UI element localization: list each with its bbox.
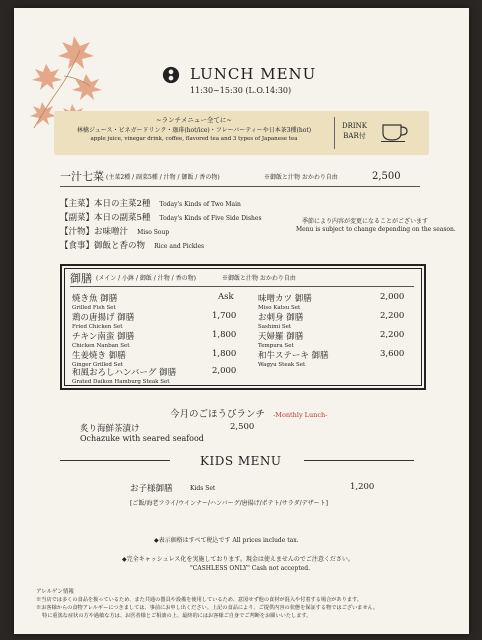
kids-item-price: 1,200 bbox=[350, 482, 375, 492]
coffee-cup-icon bbox=[380, 121, 410, 143]
monthly-lunch-heading: 今月のごほうびランチ -Monthly Lunch- bbox=[170, 409, 328, 420]
gozen-item: 焼き魚 御膳 Grilled Fish Set bbox=[72, 294, 118, 311]
gozen-item: 鶏の唐揚げ 御膳 Fried Chicken Set bbox=[72, 313, 135, 330]
ichiju-title: 一汁七菜 bbox=[60, 170, 104, 183]
gozen-composition: (メイン / 小鉢 / 御飯 / 汁物 / 香の物) bbox=[96, 275, 196, 282]
ichiju-refill-note: ※御飯と汁物 おかわり自由 bbox=[264, 174, 338, 181]
gozen-item: 天婦羅 御膳 Tempura Set bbox=[258, 332, 304, 349]
banner-divider bbox=[334, 117, 335, 149]
gozen-section bbox=[60, 264, 426, 390]
kids-divider-right bbox=[304, 460, 414, 461]
gozen-item: 和牛ステーキ 御膳 Wagyu Steak Set bbox=[258, 351, 329, 368]
monthly-item-price: 2,500 bbox=[230, 422, 255, 432]
gozen-price: 2,200 bbox=[380, 330, 405, 340]
gozen-price: 2,000 bbox=[212, 366, 237, 376]
banner-drinks-en: apple juice, vinegar drink, coffee, flavored tea and 3 types of Japanese tea bbox=[90, 136, 298, 142]
gozen-item: 和風おろしハンバーグ 御膳 Grated Daikon Hamburg Steak Set bbox=[72, 368, 177, 385]
ichiju-price: 2,500 bbox=[372, 171, 401, 182]
monthly-item-en: Ochazuke with seared seafood bbox=[80, 434, 204, 443]
drink-bar-label: DRINK BAR付 bbox=[342, 122, 368, 140]
menu-paper bbox=[14, 8, 469, 634]
monthly-item-name: 炙り海鮮茶漬け bbox=[80, 424, 140, 434]
gozen-price: Ask bbox=[218, 292, 234, 302]
restaurant-logo-icon bbox=[162, 66, 180, 84]
ichiju-row-main: 【主菜】本日の主菜2種 Today's Kinds of Two Main bbox=[60, 199, 241, 209]
season-note-en: Menu is subject to change depending on the season. bbox=[296, 226, 456, 233]
gozen-price: 1,800 bbox=[212, 330, 237, 340]
allergen-line: ※お客様からの食物アレルギーにつきましては、事前にお申し出ください。上記の食品により、ご提供内容の状態を保証する物ではございません。 bbox=[36, 605, 379, 611]
gozen-item: 生姜焼き 御膳 Ginger Grilled Set bbox=[72, 351, 126, 368]
ichiju-divider bbox=[60, 186, 420, 187]
season-note-ja: 季節により内容が変更になることがございます bbox=[302, 218, 429, 225]
ichiju-composition: (主菜2種 / 副菜5種 / 汁物 / 御飯 / 香の物) bbox=[106, 174, 220, 181]
banner-heading: ~ランチメニュー全てに~ bbox=[156, 116, 232, 124]
gozen-title: 御膳 bbox=[70, 272, 92, 285]
kids-divider-left bbox=[60, 460, 170, 461]
banner-drinks-ja: 林檎ジュース・ビネガードリンク・珈琲(hot/ice)・フレーバーティーや日本茶3種(hot) bbox=[76, 127, 312, 134]
kids-item-contents: [ご飯/海老フライ/ウインナー/ハンバーグ/唐揚げ/ポテト/サラダ/デザート] bbox=[130, 500, 328, 507]
ichiju-row-rice: 【食事】御飯と香の物 Rice and Pickles bbox=[60, 241, 205, 251]
allergen-title: アレルゲン情報 bbox=[36, 589, 74, 595]
gozen-price: 1,800 bbox=[212, 349, 237, 359]
cashless-notice-en: "CASHLESS ONLY" Cash not accepted. bbox=[190, 565, 311, 572]
gozen-price: 3,600 bbox=[380, 349, 405, 359]
ichiju-row-side: 【副菜】本日の副菜5種 Today's Kinds of Five Side Dishes bbox=[60, 213, 262, 223]
page-title: LUNCH MENU bbox=[190, 65, 317, 83]
gozen-price: 1,700 bbox=[212, 311, 237, 321]
allergen-line: 特に重篤な症状の方や過敏な方は、お医者様とご相談の上、最終的にはお客様ご自身でご判断をお願いいたします。 bbox=[42, 613, 312, 619]
kids-item-en: Kids Set bbox=[190, 485, 216, 492]
gozen-item: チキン南蛮 御膳 Chicken Nanban Set bbox=[72, 332, 135, 349]
ichiju-row-soup: 【汁物】お味噌汁 Miso Soup bbox=[60, 227, 170, 237]
kids-menu-title: KIDS MENU bbox=[200, 454, 282, 468]
kids-item-name: お子様御膳 bbox=[130, 484, 173, 494]
gozen-item: お刺身 御膳 Sashimi Set bbox=[258, 313, 304, 330]
tax-notice: ◆表示価格はすべて税込です All prices include tax. bbox=[154, 537, 299, 544]
business-hours: 11:30~15:30 (L.O.14:30) bbox=[190, 86, 292, 95]
gozen-refill-note: ※御飯と汁物 おかわり自由 bbox=[222, 275, 296, 282]
drink-bar-banner bbox=[54, 111, 429, 155]
gozen-price: 2,000 bbox=[380, 292, 405, 302]
allergen-line: ※当店では多くの食品を扱っているため、また共通の器具や設備を使用しているため、意図せず他の食材が混入や付着する場合があります。 bbox=[36, 597, 362, 603]
gozen-item: 味噌カツ 御膳 Miso Katsu Set bbox=[258, 294, 312, 311]
gozen-price: 2,200 bbox=[380, 311, 405, 321]
gozen-divider bbox=[70, 286, 414, 287]
cashless-notice-ja: ◆完全キャッシュレス化を実施しております。現金は使えませんのでご注意ください。 bbox=[122, 556, 354, 563]
